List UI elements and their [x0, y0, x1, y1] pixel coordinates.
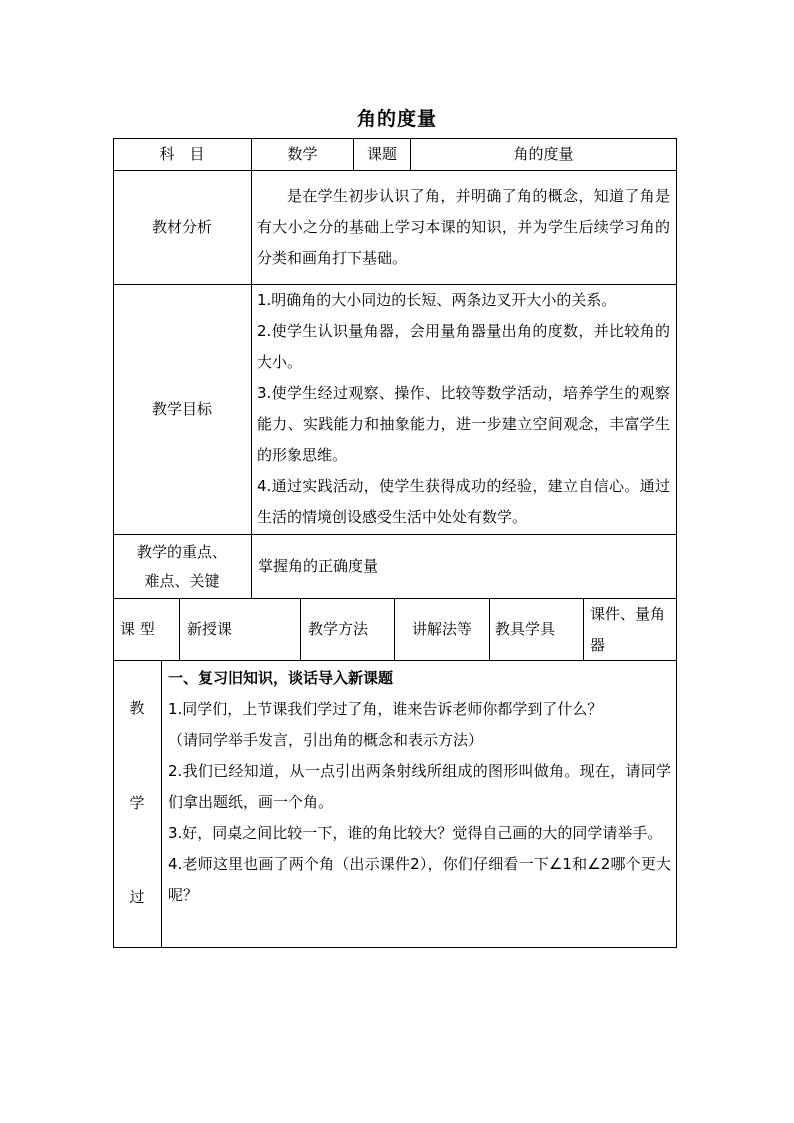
key-points-label-line2: 难点、关键: [144, 571, 220, 590]
subject-value: 数学: [287, 145, 318, 163]
process-step: （请同学举手发言，引出角的概念和表示方法）: [168, 731, 484, 749]
page-title: 角的度量: [356, 108, 437, 130]
lesson-type-label: 课 型: [120, 620, 155, 638]
process-label-char: 教: [129, 699, 145, 717]
analysis-text: 是在学生初步认识了角，并明确了角的概念，知道了角是有大小之分的基础上学习本课的知识，并为学生后续学习角的分类和画角打下基础。: [257, 187, 670, 267]
subject-label: 科 目: [159, 145, 205, 163]
objectives-list: [257, 285, 670, 533]
key-points-text: 掌握角的正确度量: [258, 557, 379, 575]
analysis-label: 教材分析: [151, 218, 212, 236]
topic-label: 课题: [366, 145, 397, 163]
objective-item: 1.明确角的大小同边的长短、两条边叉开大小的关系。: [257, 291, 617, 309]
method-value: 讲解法等: [411, 620, 472, 638]
objective-item: 2.使学生认识量角器，会用量角器量出角的度数，并比较角的大小。: [257, 322, 670, 371]
process-content: [168, 663, 671, 911]
process-step: 4.老师这里也画了两个角（出示课件2），你们仔细看一下∠1和∠2哪个更大呢？: [168, 855, 671, 904]
key-points-label-line1: 教学的重点、: [136, 542, 227, 561]
method-label: 教学方法: [308, 620, 369, 638]
process-step: 3.好，同桌之间比较一下，谁的角比较大？觉得自己画的大的同学请举手。: [168, 824, 663, 842]
tools-label: 教具学具: [495, 620, 556, 638]
process-label-char: 过: [129, 888, 145, 906]
process-heading: 一、复习旧知识，谈话导入新课题: [168, 669, 394, 687]
process-step: 2.我们已经知道，从一点引出两条射线所组成的图形叫做角。现在，请同学们拿出题纸，画一个角。: [168, 762, 671, 811]
tools-value: 课件、量角器: [590, 604, 666, 654]
topic-value: 角的度量: [513, 145, 574, 163]
process-step: 1.同学们，上节课我们学过了角，谁来告诉老师你都学到了什么？: [168, 700, 603, 718]
process-label-char: 学: [129, 794, 145, 812]
objectives-label: 教学目标: [151, 400, 212, 418]
objective-item: 4.通过实践活动，使学生获得成功的经验，建立自信心。通过生活的情境创设感受生活中处处有数学。: [257, 477, 670, 526]
process-label: [113, 661, 161, 947]
objective-item: 3.使学生经过观察、操作、比较等数学活动，培养学生的观察能力、实践能力和抽象能力，进一步建立空间观念，丰富学生的形象思维。: [257, 384, 670, 464]
lesson-type-value: 新授课: [187, 620, 233, 638]
